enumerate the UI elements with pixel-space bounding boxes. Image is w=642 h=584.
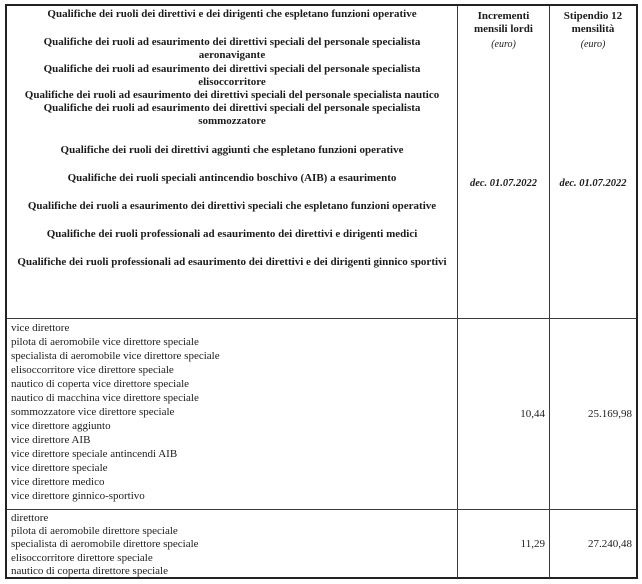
salary-column-unit: (euro) — [580, 39, 606, 51]
increments-column-unit: (euro) — [491, 39, 516, 51]
table-header-row — [7, 6, 636, 319]
role-item: specialista di aeromobile vice direttore speciale — [11, 350, 220, 362]
qualification-heading: Qualifiche dei ruoli professionali ad esaurimento dei direttivi e dirigenti medici — [46, 228, 418, 241]
qualification-heading: Qualifiche dei ruoli ad esaurimento dei direttivi speciali del personale specialista elisoccorritore — [43, 62, 421, 88]
qualification-heading: Qualifiche dei ruoli speciali antincendio boschivo (AIB) a esaurimento — [67, 171, 397, 184]
qualification-heading: Qualifiche dei ruoli ad esaurimento dei direttivi speciali del personale specialista nautico — [24, 89, 440, 102]
increment-value: 11,29 — [458, 510, 550, 578]
qualification-heading: Qualifiche dei ruoli professionali ad esaurimento dei direttivi e dei dirigenti ginnico sportivi — [17, 256, 447, 269]
role-item: vice direttore AIB — [11, 434, 91, 446]
table-row — [7, 510, 636, 578]
role-item: nautico di macchina vice direttore speciale — [11, 392, 199, 404]
increments-column-title: Incrementi mensili lordi — [474, 10, 533, 36]
qualification-heading: Qualifiche dei ruoli a esaurimento dei direttivi speciali che espletano funzioni operative — [27, 200, 437, 213]
salary-header-cell — [550, 6, 636, 318]
increments-effective-date: dec. 01.07.2022 — [469, 178, 538, 189]
role-item: vice direttore ginnico-sportivo — [11, 490, 145, 502]
role-item: elisoccorritore direttore speciale — [11, 551, 153, 564]
salary-table — [5, 4, 638, 579]
salary-value: 25.169,98 — [588, 408, 632, 420]
qualification-heading: Qualifiche dei ruoli dei direttivi aggiunti che espletano funzioni operative — [60, 143, 404, 156]
role-item: vice direttore — [11, 322, 70, 334]
role-item: pilota di aeromobile vice direttore speciale — [11, 336, 199, 348]
salary-column-title: Stipendio 12 mensilità — [563, 10, 623, 36]
role-item: vice direttore medico — [11, 476, 105, 488]
qualifications-header-cell — [7, 6, 458, 318]
role-item: direttore — [11, 512, 49, 524]
role-item: elisoccorritore vice direttore speciale — [11, 364, 174, 376]
salary-effective-date: dec. 01.07.2022 — [559, 178, 627, 189]
role-item: specialista di aeromobile direttore speciale — [11, 538, 199, 551]
role-item: vice direttore speciale — [11, 462, 108, 474]
role-item: pilota di aeromobile direttore speciale — [11, 525, 178, 538]
qualification-heading: Qualifiche dei ruoli ad esaurimento dei direttivi speciali del personale specialista sommozzatore — [43, 102, 421, 128]
roles-cell — [7, 510, 458, 578]
role-item: nautico di coperta vice direttore speciale — [11, 378, 190, 390]
role-item: vice direttore aggiunto — [11, 420, 111, 432]
role-item: sommozzatore vice direttore speciale — [11, 406, 175, 418]
table-row — [7, 319, 636, 510]
increment-value: 10,44 — [458, 319, 550, 509]
increments-header-cell — [458, 6, 550, 318]
salary-value: 27.240,48 — [588, 538, 632, 550]
role-item: nautico di coperta direttore speciale — [11, 564, 168, 577]
role-item: vice direttore speciale antincendi AIB — [11, 448, 178, 460]
roles-cell — [7, 319, 458, 509]
qualification-heading: Qualifiche dei ruoli ad esaurimento dei direttivi speciali del personale specialista aeronavigante — [43, 36, 421, 62]
qualification-heading: Qualifiche dei ruoli dei direttivi e dei dirigenti che espletano funzioni operative — [47, 8, 417, 20]
